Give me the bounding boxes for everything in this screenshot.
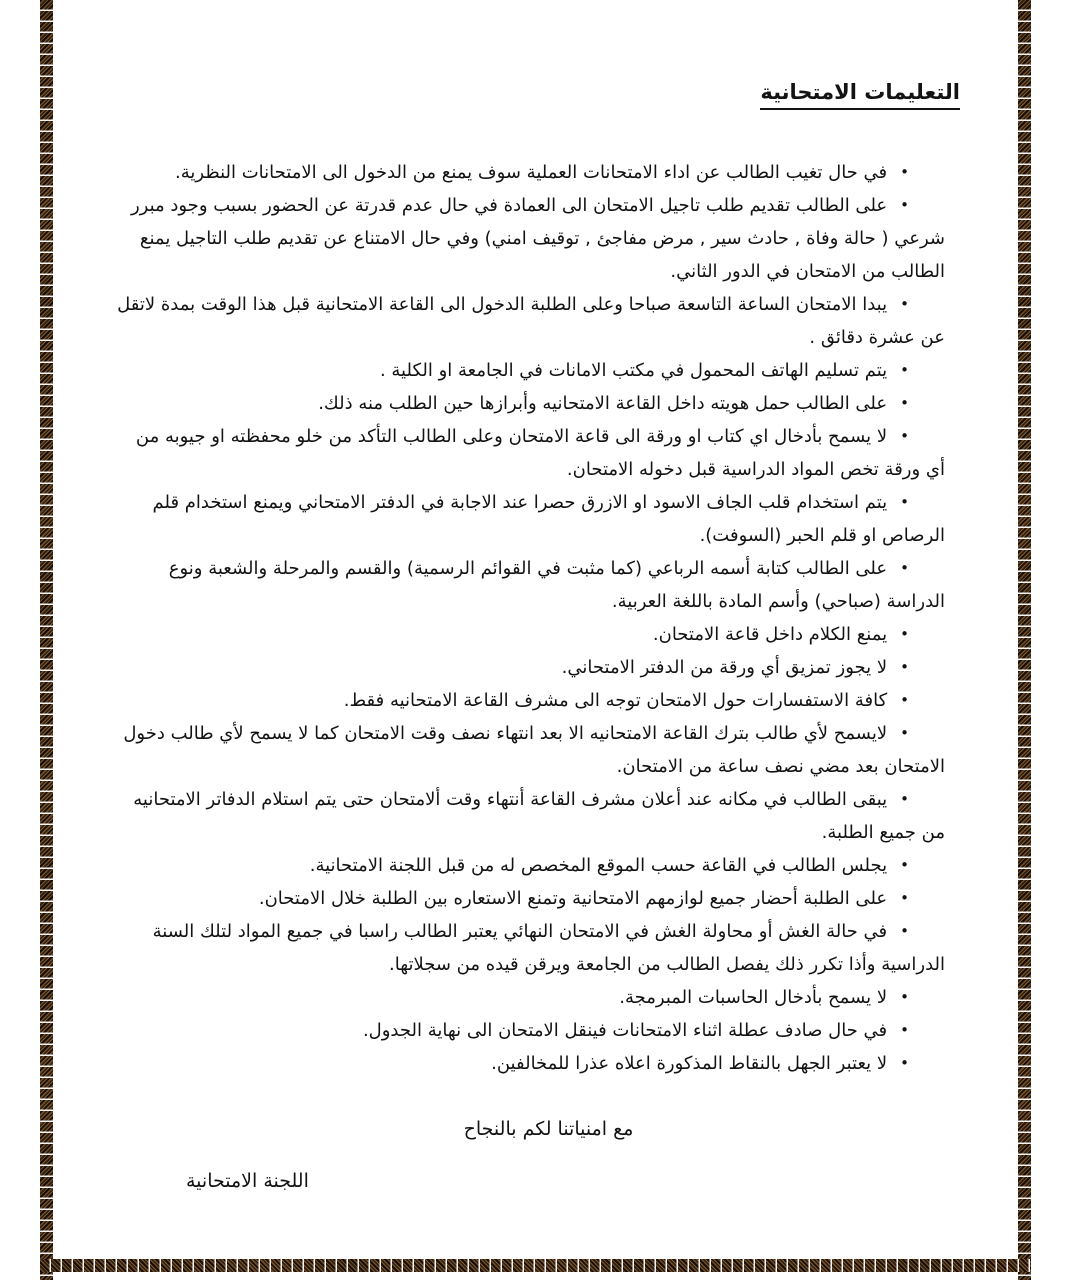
instruction-item	[112, 915, 945, 981]
instructions-list	[112, 156, 945, 1080]
bullet-icon: •	[900, 361, 909, 379]
instruction-item	[112, 981, 945, 1014]
committee-signature: اللجنة الامتحانية	[186, 1170, 309, 1192]
instruction-text: لا يعتبر الجهل بالنقاط المذكورة اعلاه عذرا للمخالفين.	[491, 1053, 888, 1074]
instruction-item	[112, 618, 945, 651]
instruction-text: يتم تسليم الهاتف المحمول في مكتب الامانات في الجامعة او الكلية .	[379, 360, 888, 381]
bullet-icon: •	[900, 724, 909, 742]
decorative-border-right	[1018, 0, 1031, 1280]
instruction-text: في حال صادف عطلة اثناء الامتحانات فينقل الامتحان الى نهاية الجدول.	[362, 1020, 888, 1041]
instruction-item	[112, 849, 945, 882]
instruction-item	[112, 717, 945, 783]
bullet-icon: •	[900, 196, 909, 214]
instruction-text: في حالة الغش أو محاولة الغش في الامتحان النهائي يعتبر الطالب راسبا في جميع المواد لتلك السنة الدراسية وأذا تكرر ذلك يفصل الطالب من الجامعة ويرقن قيده من سجلاتها.	[152, 921, 945, 975]
instruction-text: لا يسمح بأدخال الحاسبات المبرمجة.	[619, 987, 888, 1008]
instruction-text: يبدا الامتحان الساعة التاسعة صباحا وعلى الطلبة الدخول الى القاعة الامتحانية قبل هذا الوقت بمدة لاتقل عن عشرة دقائق .	[117, 294, 945, 348]
instruction-item	[112, 387, 945, 420]
instruction-text: يبقى الطالب في مكانه عند أعلان مشرف القاعة أنتهاء وقت ألامتحان حتى يتم استلام الدفاتر الامتحانيه من جميع الطلبة.	[133, 789, 945, 843]
bullet-icon: •	[900, 889, 909, 907]
instruction-item	[112, 651, 945, 684]
bullet-icon: •	[900, 922, 909, 940]
instruction-text: يجلس الطالب في القاعة حسب الموقع المخصص له من قبل اللجنة الامتحانية.	[309, 855, 888, 876]
title-row	[112, 80, 960, 110]
bullet-icon: •	[900, 163, 909, 181]
instruction-item	[112, 684, 945, 717]
bullet-icon: •	[900, 493, 909, 511]
instruction-item	[112, 882, 945, 915]
instruction-text: على الطلبة أحضار جميع لوازمهم الامتحانية وتمنع الاستعاره بين الطلبة خلال الامتحان.	[258, 888, 888, 909]
instruction-item	[112, 1047, 945, 1080]
bullet-icon: •	[900, 559, 909, 577]
bullet-icon: •	[900, 790, 909, 808]
instruction-item	[112, 156, 945, 189]
instruction-text: على الطالب تقديم طلب تاجيل الامتحان الى العمادة في حال عدم قدرتة عن الحضور بسبب وجود مبرر شرعي ( حالة وفاة , حادث سير , مرض مفاجئ , توقيف امني) وفي حال الامتناع عن تقديم طلب التاجيل يمنع الطالب من الامتحان في الدور الثاني.	[130, 195, 945, 282]
instruction-text: يتم استخدام قلب الجاف الاسود او الازرق حصرا عند الاجابة في الدفتر الامتحاني ويمنع استخدام قلم الرصاص او قلم الحبر (السوفت).	[152, 492, 945, 546]
closing-wishes: مع امنياتنا لكم بالنجاح	[463, 1118, 634, 1140]
bullet-icon: •	[900, 427, 909, 445]
instruction-item	[112, 420, 945, 486]
instruction-text: كافة الاستفسارات حول الامتحان توجه الى مشرف القاعة الامتحانيه فقط.	[343, 690, 888, 711]
bullet-icon: •	[900, 658, 909, 676]
instruction-text: على الطالب حمل هويته داخل القاعة الامتحانيه وأبرازها حين الطلب منه ذلك.	[318, 393, 888, 414]
bullet-icon: •	[900, 691, 909, 709]
document-content	[112, 80, 960, 1192]
page-title: التعليمات الامتحانية	[760, 80, 960, 110]
bullet-icon: •	[900, 1054, 909, 1072]
instruction-text: في حال تغيب الطالب عن اداء الامتحانات العملية سوف يمنع من الدخول الى الامتحانات النظرية.	[175, 162, 888, 183]
decorative-border-left	[40, 0, 53, 1280]
instruction-text: يمنع الكلام داخل قاعة الامتحان.	[652, 624, 888, 645]
bullet-icon: •	[900, 1021, 909, 1039]
bullet-icon: •	[900, 394, 909, 412]
instruction-item	[112, 486, 945, 552]
bullet-icon: •	[900, 988, 909, 1006]
instruction-text: لايسمح لأي طالب بترك القاعة الامتحانيه الا بعد انتهاء نصف وقت الامتحان كما لا يسمح لأي طالب دخول الامتحان بعد مضي نصف ساعة من الامتحان.	[123, 723, 945, 777]
instruction-item	[112, 354, 945, 387]
instruction-text: على الطالب كتابة أسمه الرباعي (كما مثبت في القوائم الرسمية) والقسم والمرحلة والشعبة ونوع الدراسة (صباحي) وأسم المادة باللغة العربية.	[168, 558, 945, 612]
instruction-item	[112, 552, 945, 618]
decorative-border-bottom	[40, 1259, 1031, 1272]
bullet-icon: •	[900, 295, 909, 313]
instruction-text: لا يسمح بأدخال اي كتاب او ورقة الى قاعة الامتحان وعلى الطالب التأكد من خلو محفظته او جيوبه من أي ورقة تخص المواد الدراسية قبل دخوله الامتحان.	[135, 426, 945, 480]
instruction-item	[112, 1014, 945, 1047]
bullet-icon: •	[900, 625, 909, 643]
instruction-item	[112, 189, 945, 288]
bullet-icon: •	[900, 856, 909, 874]
instruction-item	[112, 288, 945, 354]
instruction-item	[112, 783, 945, 849]
instruction-text: لا يجوز تمزيق أي ورقة من الدفتر الامتحاني.	[561, 657, 888, 678]
